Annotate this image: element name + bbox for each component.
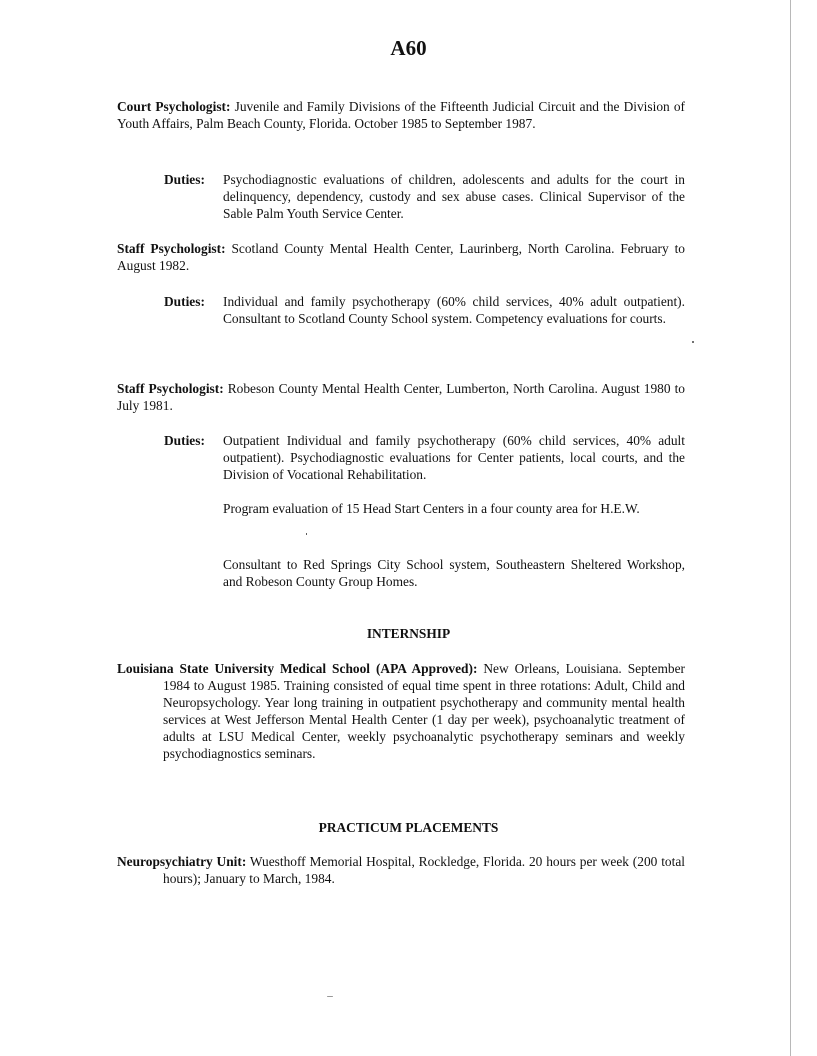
scan-edge-line bbox=[790, 0, 791, 1056]
section-heading-internship: INTERNSHIP bbox=[366, 626, 451, 641]
employment-title: Court Psychologist: bbox=[117, 99, 231, 114]
page-number: A60 bbox=[390, 36, 427, 60]
employment-title: Staff Psychologist: bbox=[117, 241, 226, 256]
duties-text: Individual and family psychotherapy (60% child services, 40% adult outpatient). Consultant to Scotland County School system. Competency evaluations for courts. bbox=[223, 294, 685, 326]
scan-speck bbox=[327, 996, 333, 997]
employment-text: Robeson County Mental Health Center, Lumberton, North Carolina. August 1980 to July 1981. bbox=[117, 381, 685, 413]
employment-entry-court-psychologist bbox=[117, 98, 685, 132]
duties-paragraph: Consultant to Red Springs City School system, Southeastern Sheltered Workshop, and Robeson County Group Homes. bbox=[223, 557, 685, 589]
duties-label: Duties: bbox=[164, 294, 205, 309]
internship-title: Louisiana State University Medical School (APA Approved): bbox=[117, 661, 478, 676]
duties-paragraph: Program evaluation of 15 Head Start Centers in a four county area for H.E.W. bbox=[223, 501, 640, 516]
employment-entry-staff-psychologist-robeson bbox=[117, 380, 685, 414]
section-heading-practicum: PRACTICUM PLACEMENTS bbox=[318, 820, 499, 835]
duties-block bbox=[164, 171, 685, 222]
scan-speck bbox=[692, 341, 694, 343]
practicum-text: Wuesthoff Memorial Hospital, Rockledge, Florida. 20 hours per week (200 total hours); January to March, 1984. bbox=[163, 854, 685, 886]
duties-block bbox=[164, 293, 685, 327]
employment-entry-staff-psychologist-scotland bbox=[117, 240, 685, 274]
employment-text: Juvenile and Family Divisions of the Fifteenth Judicial Circuit and the Division of Youth Affairs, Palm Beach County, Florida. October 1985 to September 1987. bbox=[117, 99, 685, 131]
practicum-title: Neuropsychiatry Unit: bbox=[117, 854, 247, 869]
employment-text: Scotland County Mental Health Center, Laurinberg, North Carolina. February to August 1982. bbox=[117, 241, 685, 273]
duties-text: Psychodiagnostic evaluations of children, adolescents and adults for the court in delinquency, dependency, custody and sex abuse cases. Clinical Supervisor of the Sable Palm Youth Service Center. bbox=[223, 172, 685, 221]
duties-block bbox=[164, 432, 685, 483]
practicum-entry bbox=[117, 853, 685, 887]
internship-entry bbox=[117, 660, 685, 762]
duties-label: Duties: bbox=[164, 433, 205, 448]
internship-text: New Orleans, Louisiana. September 1984 to August 1985. Training consisted of equal time spent in three rotations: Adult, Child and Neuropsychology. Year long training in outpatient psychotherapy and community mental health services at West Jefferson Mental Health Center (1 day per week), psychoanalytic treatment of adults at LSU Medical Center, weekly psychoanalytic psychotherapy seminars and weekly psychodiagnostics seminars. bbox=[163, 661, 685, 761]
duties-text: Outpatient Individual and family psychotherapy (60% child services, 40% adult outpatient). Psychodiagnostic evaluations for Center patients, local courts, and the Division of Vocational Rehabilitation. bbox=[223, 433, 685, 482]
scan-speck bbox=[306, 533, 307, 535]
duties-label: Duties: bbox=[164, 172, 205, 187]
employment-title: Staff Psychologist: bbox=[117, 381, 224, 396]
